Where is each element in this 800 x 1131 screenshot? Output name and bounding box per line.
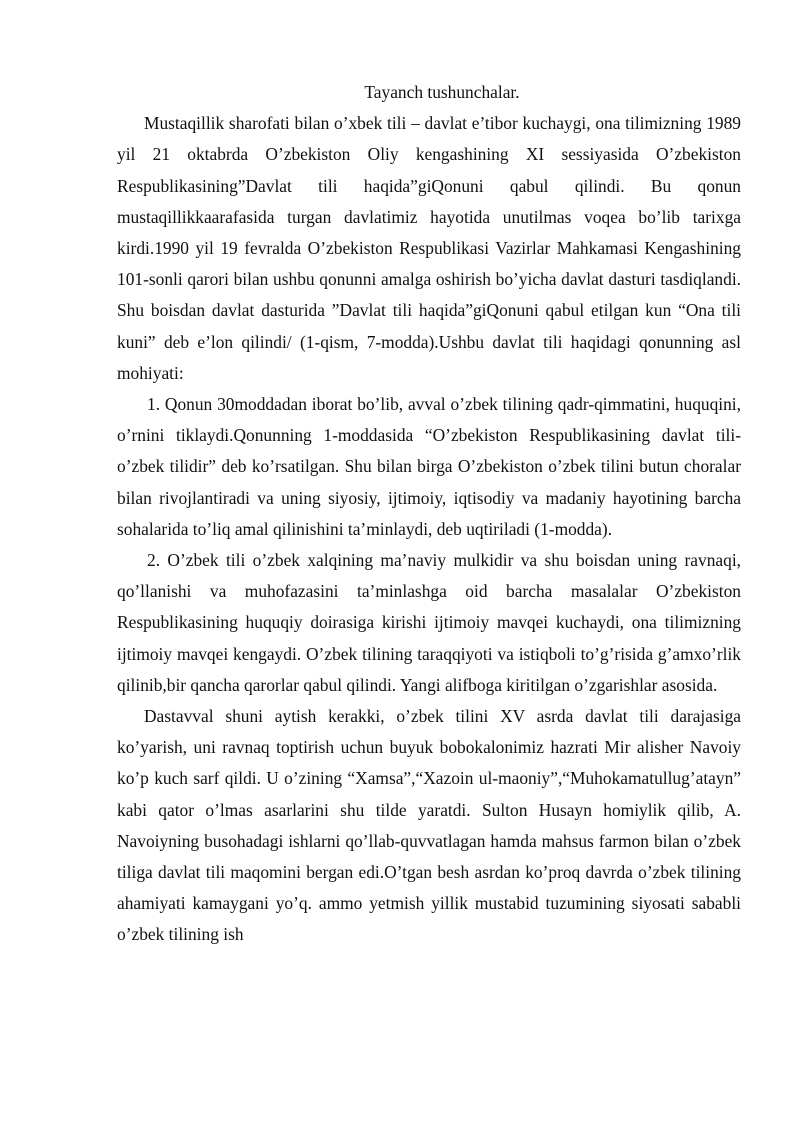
paragraph-intro: Mustaqillik sharofati bilan o’xbek tili – davlat e’tibor kuchaygi, ona tilimizning 1989 yil 21 oktabrda O’zbekiston Oliy kengashining XI sessiyasida O’zbekiston Respublikasining”Davlat tili haqida”giQonuni qabul qilindi. Bu qonun mustaqillikkaarafasida turgan davlatimiz hayotida unutilmas voqea bo’lib tarixga kirdi.1990 yil 19 fevralda O’zbekiston Respublikasi Vazirlar Mahkamasi Kengashining 101-sonli qarori bilan ushbu qonunni amalga oshirish bo’yicha davlat dasturi tasdiqlandi. Shu boisdan davlat dasturida ”Davlat tili haqida”giQonuni qabul etilgan kun “Ona tili kuni” deb e’lon qilindi/ (1-qism, 7-modda).Ushbu davlat tili haqidagi qonunning asl mohiyati: [117, 113, 741, 383]
document-body [117, 77, 741, 951]
paragraph-point-2: 2. O’zbek tili o’zbek xalqining ma’naviy mulkidir va shu boisdan uning ravnaqi, qo’llanishi va muhofazasini ta’minlashga oid barcha masalalar O’zbekiston Respublikasining huquqiy doirasiga kirishi ijtimoiy mavqei kuchaydi, ona tilimizning ijtimoiy mavqei kengaydi. O’zbek tilining taraqqiyoti va istiqboli to’g’risida g’amxo’rlik qilinib,bir qancha qarorlar qabul qilindi. Yangi alifboga kiritilgan o’zgarishlar asosida. [117, 550, 741, 695]
paragraph-point-1: 1. Qonun 30moddadan iborat bo’lib, avval o’zbek tilining qadr-qimmatini, huquqini, o’rnini tiklaydi.Qonunning 1-moddasida “O’zbekiston Respublikasining davlat tili- o’zbek tilidir” deb ko’rsatilgan. Shu bilan birga O’zbekiston o’zbek tilini butun choralar bilan rivojlantiradi va uning siyosiy, ijtimoiy, iqtisodiy va madaniy hayotining barcha sohalarida to’liq amal qilinishini ta’minlaydi, deb uqtiriladi (1-modda). [117, 394, 741, 539]
page-title: Tayanch tushunchalar. [364, 82, 520, 102]
paragraph-history: Dastavval shuni aytish kerakki, o’zbek tilini XV asrda davlat tili darajasiga ko’yarish, uni ravnaq toptirish uchun buyuk bobokalonimiz hazrati Mir alisher Navoiy ko’p kuch sarf qildi. U o’zining “Xamsa”,“Xazoin ul-maoniy”,“Muhokamatullug’atayn” kabi qator o’lmas asarlarini shu tilde yaratdi. Sulton Husayn homiylik qilib, A. Navoiyning busohadagi ishlarni qo’llab-quvvatlagan hamda mahsus farmon bilan o’zbek tiliga davlat tili maqomini bergan edi.O’tgan besh asrdan ko’proq davrda o’zbek tilining ahamiyati kamaygani yo’q. ammo yetmish yillik mustabid tuzumining siyosati sababli o’zbek tilining ish [117, 706, 741, 945]
